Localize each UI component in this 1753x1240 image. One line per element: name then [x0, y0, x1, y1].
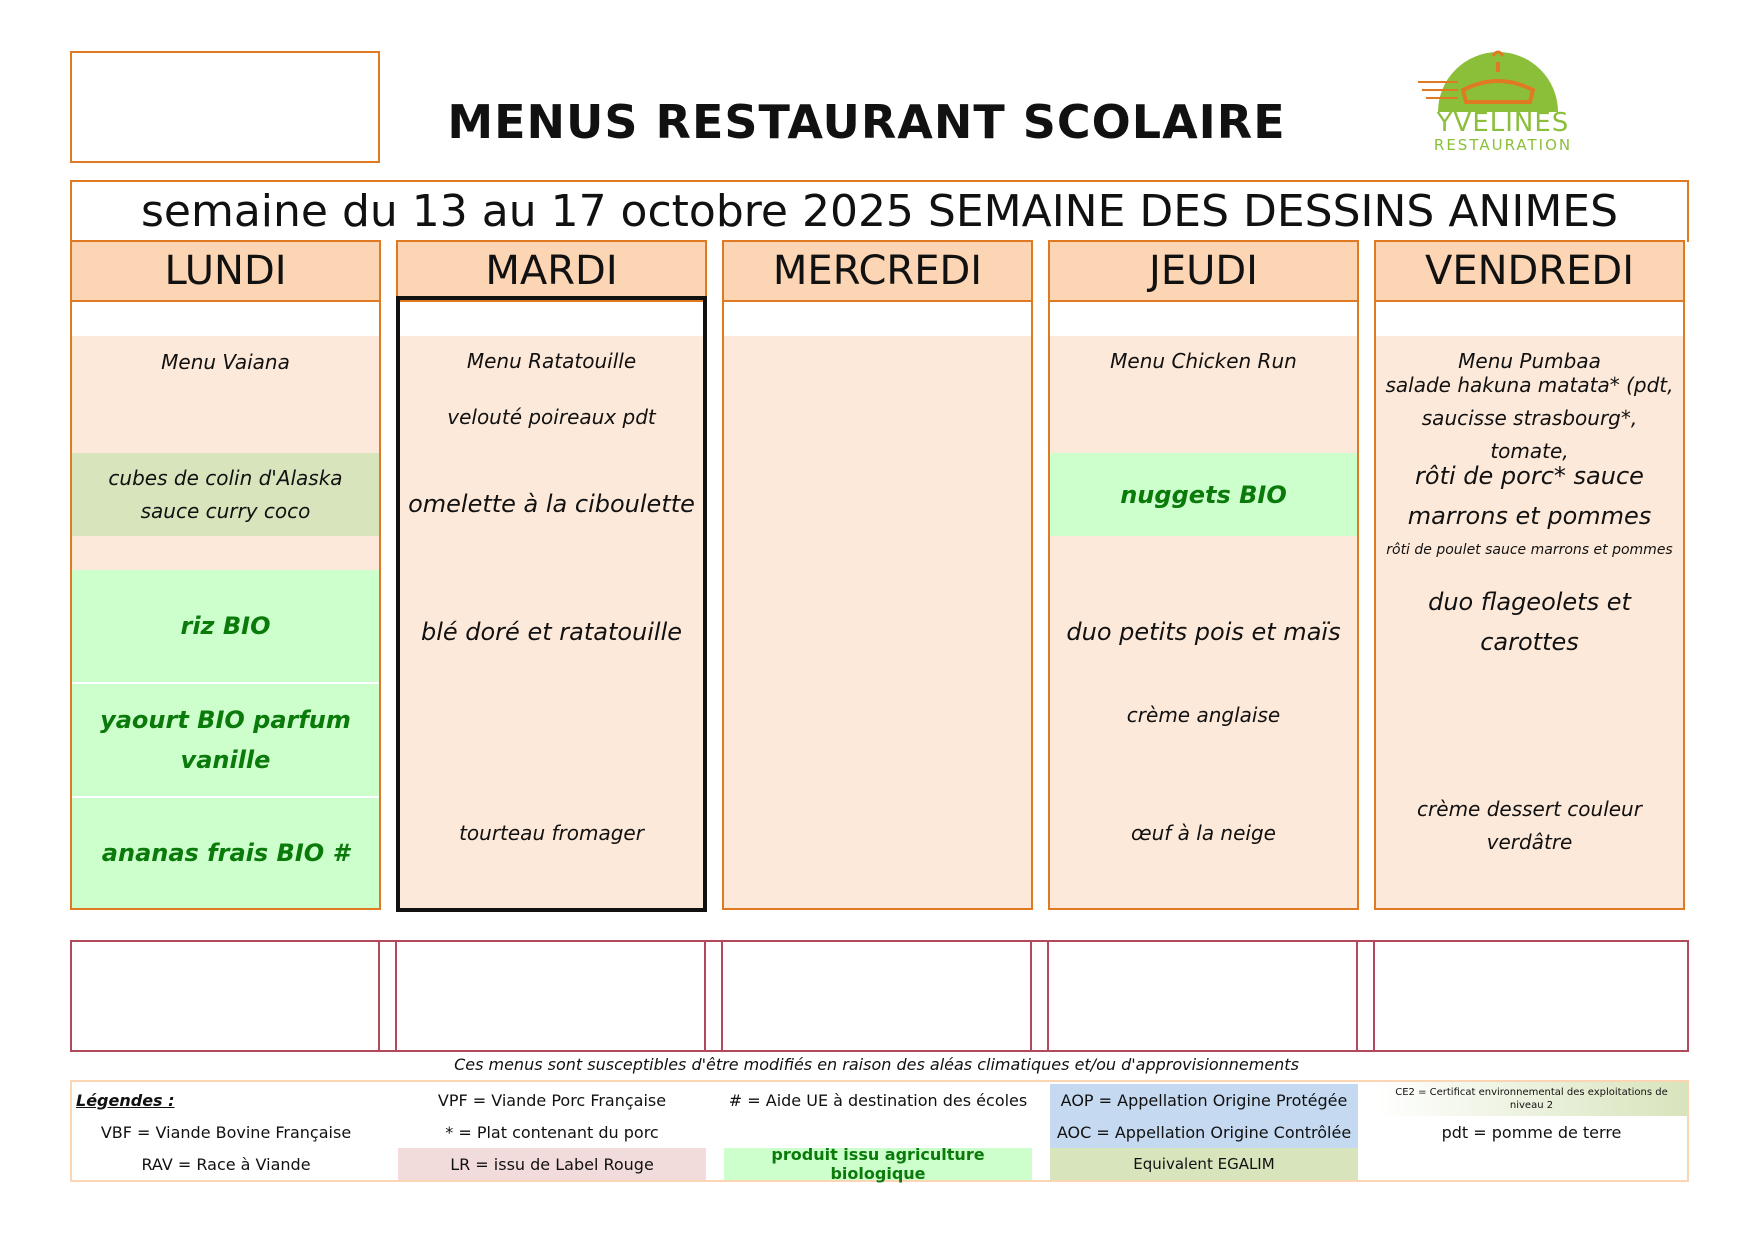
dairy: crème anglaise	[1126, 703, 1281, 727]
table-divider	[395, 940, 397, 1052]
main-dish: rôti de porc* sauce marrons et pommes	[1407, 462, 1652, 530]
spacer	[72, 536, 379, 570]
main-dish: omelette à la ciboulette	[408, 490, 695, 518]
menu-theme: Menu Ratatouille	[466, 349, 637, 373]
side-dish: duo flageolets et carottes	[1428, 588, 1631, 656]
day-column-mercredi	[722, 240, 1033, 910]
starter: salade hakuna matata* (pdt, saucisse strasbourg*, tomate,	[1385, 372, 1674, 463]
day-header: MARDI	[398, 242, 705, 302]
day-header: VENDREDI	[1376, 242, 1683, 302]
dessert: œuf à la neige	[1131, 821, 1276, 845]
brand-subtitle: RESTAURATION	[1433, 136, 1573, 154]
day-header: JEUDI	[1050, 242, 1357, 302]
brand-name: YVELINES	[1436, 108, 1570, 138]
table-divider	[1030, 940, 1032, 1052]
table-divider	[721, 940, 723, 1052]
main-dish-alternative: rôti de poulet sauce marrons et pommes	[1386, 542, 1673, 558]
menu-theme: Menu Vaiana	[72, 336, 379, 453]
day-header: MERCREDI	[724, 242, 1031, 302]
legend-bio: produit issu agriculture biologique	[724, 1148, 1032, 1180]
table-divider	[1047, 940, 1049, 1052]
legend-label-rouge: LR = issu de Label Rouge	[398, 1148, 706, 1180]
day-header: LUNDI	[72, 242, 379, 302]
legend-aop: AOP = Appellation Origine Protégée	[1050, 1084, 1358, 1116]
table-divider	[1356, 940, 1358, 1052]
legend-aoc: AOC = Appellation Origine Contrôlée	[1050, 1116, 1358, 1148]
day-column-vendredi	[1374, 240, 1685, 910]
disclaimer: Ces menus sont susceptibles d'être modifiés en raison des aléas climatiques et/ou d'approvisionnements	[454, 1055, 1299, 1074]
menu-theme: Menu Chicken Run	[1110, 349, 1297, 373]
table-divider	[378, 940, 380, 1052]
main-dish: cubes de colin d'Alaska sauce curry coco	[72, 453, 379, 536]
legend-pdt: pdt = pomme de terre	[1441, 1122, 1622, 1142]
empty-cell	[724, 336, 1031, 908]
day-column-lundi	[70, 240, 381, 910]
legend-ce2: CE2 = Certificat environnemental des exploitations de niveau 2	[1376, 1082, 1687, 1116]
side-dish: duo petits pois et maïs	[1066, 618, 1341, 646]
table-divider	[1373, 940, 1375, 1052]
legend-vbf: VBF = Viande Bovine Française	[100, 1122, 352, 1142]
legend-aide-ue: # = Aide UE à destination des écoles	[728, 1090, 1028, 1110]
legend-vpf: VPF = Viande Porc Française	[437, 1090, 667, 1110]
dairy: yaourt BIO parfum vanille	[72, 684, 379, 796]
legend	[70, 1080, 1689, 1182]
table-divider	[704, 940, 706, 1052]
menu-theme: Menu Pumbaa	[1458, 349, 1601, 373]
main-dish: nuggets BIO	[1050, 453, 1357, 536]
dessert: ananas frais BIO #	[72, 798, 379, 908]
legend-egalim: Equivalent EGALIM	[1050, 1148, 1358, 1180]
notes-table	[70, 940, 1689, 1052]
day-column-jeudi	[1048, 240, 1359, 910]
page-title: MENUS RESTAURANT SCOLAIRE	[447, 95, 1286, 149]
starter: velouté poireaux pdt	[447, 405, 656, 429]
legend-title: Légendes :	[76, 1090, 175, 1110]
side-dish: blé doré et ratatouille	[420, 618, 683, 646]
legend-porc: * = Plat contenant du porc	[445, 1122, 659, 1142]
dessert: tourteau fromager	[459, 821, 644, 845]
legend-rav: RAV = Race à Viande	[141, 1154, 311, 1174]
week-title: semaine du 13 au 17 octobre 2025 SEMAINE DES DESSINS ANIMES	[70, 180, 1689, 242]
dessert: crème dessert couleur verdâtre	[1417, 797, 1642, 854]
side-dish: riz BIO	[72, 570, 379, 682]
today-highlight	[396, 296, 707, 912]
